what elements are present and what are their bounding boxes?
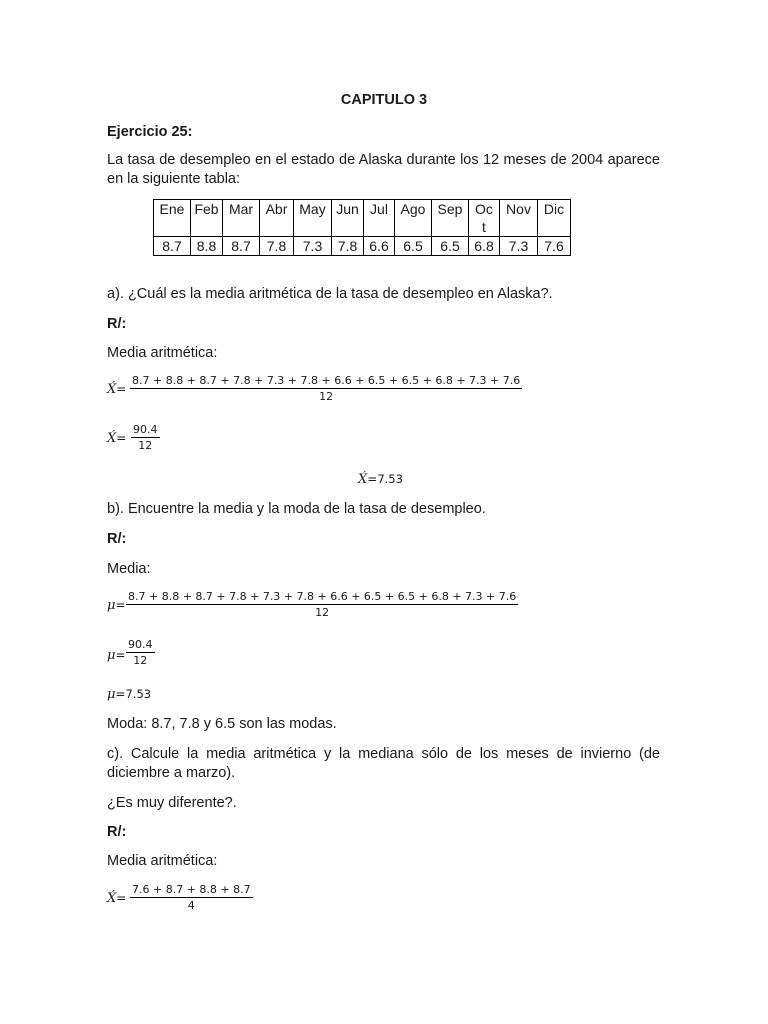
part-a-mean-symbol-1: X́= (107, 382, 127, 397)
part-c-mean-symbol: X́= (107, 891, 127, 906)
fraction-denominator: 12 (315, 606, 330, 619)
table-header-cell: Jun (332, 200, 364, 237)
table-value-cell: 8.7 (154, 237, 191, 256)
table-row-months (154, 200, 571, 237)
table-value-cell: 8.8 (191, 237, 223, 256)
part-a-result: X́=7.53 (358, 472, 403, 487)
table-value-cell: 7.8 (260, 237, 294, 256)
part-b-mu-symbol-2: μ= (107, 648, 126, 663)
fraction-denominator: 12 (138, 439, 153, 452)
part-b-mode-text: Moda: 8.7, 7.8 y 6.5 son las modas. (107, 716, 337, 732)
exercise-heading: Ejercicio 25: (107, 124, 193, 140)
fraction-numerator: 8.7 + 8.8 + 8.7 + 7.8 + 7.3 + 7.8 + 6.6 + 6.5 + 6.5 + 6.8 + 7.3 + 7.6 (132, 374, 521, 387)
table-header-cell: Abr (260, 200, 294, 237)
fraction-numerator: 8.7 + 8.8 + 8.7 + 7.8 + 7.3 + 7.8 + 6.6 + 6.5 + 6.5 + 6.8 + 7.3 + 7.6 (128, 590, 517, 603)
fraction-numerator: 90.4 (133, 423, 158, 436)
unemployment-table (153, 199, 571, 256)
part-b-total-fraction (126, 638, 155, 667)
table-header-cell: Jul (364, 200, 395, 237)
part-a-question: a). ¿Cuál es la media aritmética de la tasa de desempleo en Alaska?. (107, 286, 553, 302)
part-b-question: b). Encuentre la media y la moda de la tasa de desempleo. (107, 501, 486, 517)
table-header-cell: Nov (500, 200, 538, 237)
fraction-numerator: 90.4 (128, 638, 153, 651)
table-header-cell: Sep (432, 200, 469, 237)
part-a-total-fraction (131, 423, 160, 452)
part-c-answer-label: R/: (107, 824, 127, 840)
table-header-cell: Ene (154, 200, 191, 237)
fraction-denominator: 4 (187, 899, 195, 912)
table-header-cell: Ago (395, 200, 432, 237)
table-header-cell: Oc t (469, 200, 500, 237)
table-value-cell: 7.3 (500, 237, 538, 256)
fraction-denominator: 12 (319, 390, 334, 403)
part-c-caption: Media aritmética: (107, 853, 218, 869)
part-c-followup: ¿Es muy diferente?. (107, 795, 237, 811)
table-row-values (154, 237, 571, 256)
table-value-cell: 6.5 (395, 237, 432, 256)
table-value-cell: 6.5 (432, 237, 469, 256)
part-b-sum-fraction (126, 590, 518, 619)
table-value-cell: 7.6 (538, 237, 571, 256)
table-header-cell: Mar (223, 200, 260, 237)
intro-paragraph: La tasa de desempleo en el estado de Alaska durante los 12 meses de 2004 aparece en la siguiente tabla: (107, 152, 660, 187)
table-header-cell: May (294, 200, 332, 237)
chapter-title: CAPITULO 3 (340, 92, 428, 108)
table-header-cell: Feb (191, 200, 223, 237)
part-b-answer-label: R/: (107, 531, 127, 547)
table-value-cell: 6.6 (364, 237, 395, 256)
part-a-answer-label: R/: (107, 316, 127, 332)
part-a-mean-symbol-2: X́= (107, 431, 127, 446)
part-c-question: c). Calcule la media aritmética y la mediana sólo de los meses de invierno (de diciembre a marzo). (107, 746, 660, 781)
part-a-caption: Media aritmética: (107, 345, 218, 361)
table-value-cell: 8.7 (223, 237, 260, 256)
table-header-cell: Dic (538, 200, 571, 237)
part-b-result: μ=7.53 (107, 687, 152, 702)
part-b-caption: Media: (107, 561, 151, 577)
part-b-mu-symbol-1: μ= (107, 598, 126, 613)
part-a-sum-fraction (130, 374, 522, 403)
fraction-numerator: 7.6 + 8.7 + 8.8 + 8.7 (132, 883, 251, 896)
table-value-cell: 7.8 (332, 237, 364, 256)
part-c-sum-fraction (130, 883, 253, 912)
table-value-cell: 6.8 (469, 237, 500, 256)
fraction-denominator: 12 (133, 654, 148, 667)
table-value-cell: 7.3 (294, 237, 332, 256)
